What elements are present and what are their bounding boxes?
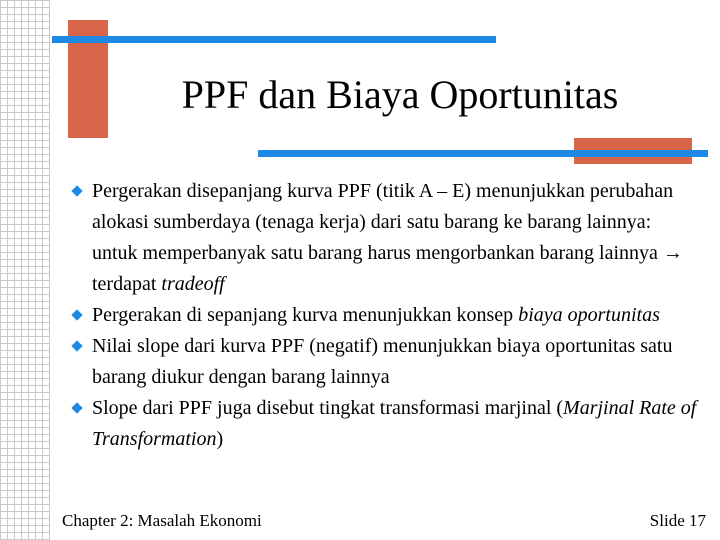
diamond-bullet-icon	[71, 340, 82, 351]
diamond-bullet-icon	[71, 402, 82, 413]
diamond-bullet-icon	[71, 185, 82, 196]
footer-slide-number: Slide 17	[649, 511, 706, 530]
decorative-blue-line-top	[52, 36, 496, 43]
decorative-blue-line-bottom	[258, 150, 708, 157]
bullet-text-italic: biaya oportunitas	[518, 304, 660, 326]
bullet-text: Pergerakan di sepanjang kurva menunjukkan konsep	[92, 304, 519, 326]
bullet-text-italic: Marjinal Rate of Transformation	[92, 397, 697, 450]
bullet-item	[70, 393, 700, 455]
footer-chapter: Chapter 2: Masalah Ekonomi	[62, 511, 262, 530]
bullet-text-italic: tradeoff	[161, 273, 225, 295]
bullet-text: Slope dari PPF juga disebut tingkat transformasi marjinal (	[92, 397, 564, 419]
bullet-text: Pergerakan disepanjang kurva PPF (titik A – E) menunjukkan perubahan alokasi sumberdaya (tenaga kerja) dari satu barang ke barang lainnya: untuk memperbanyak satu barang harus mengorbankan barang lainnya → terdapat	[92, 180, 683, 295]
slide-title: PPF dan Biaya Oportunitas	[181, 72, 619, 117]
bullet-item	[70, 300, 700, 331]
bullet-list	[70, 176, 700, 455]
bullet-text: )	[216, 428, 224, 450]
bullet-item	[70, 176, 700, 300]
decorative-grid-strip	[0, 0, 52, 540]
bullet-text: Nilai slope dari kurva PPF (negatif) menunjukkan biaya oportunitas satu barang diukur dengan barang lainnya	[92, 335, 673, 388]
diamond-bullet-icon	[71, 309, 82, 320]
bullet-item	[70, 331, 700, 393]
